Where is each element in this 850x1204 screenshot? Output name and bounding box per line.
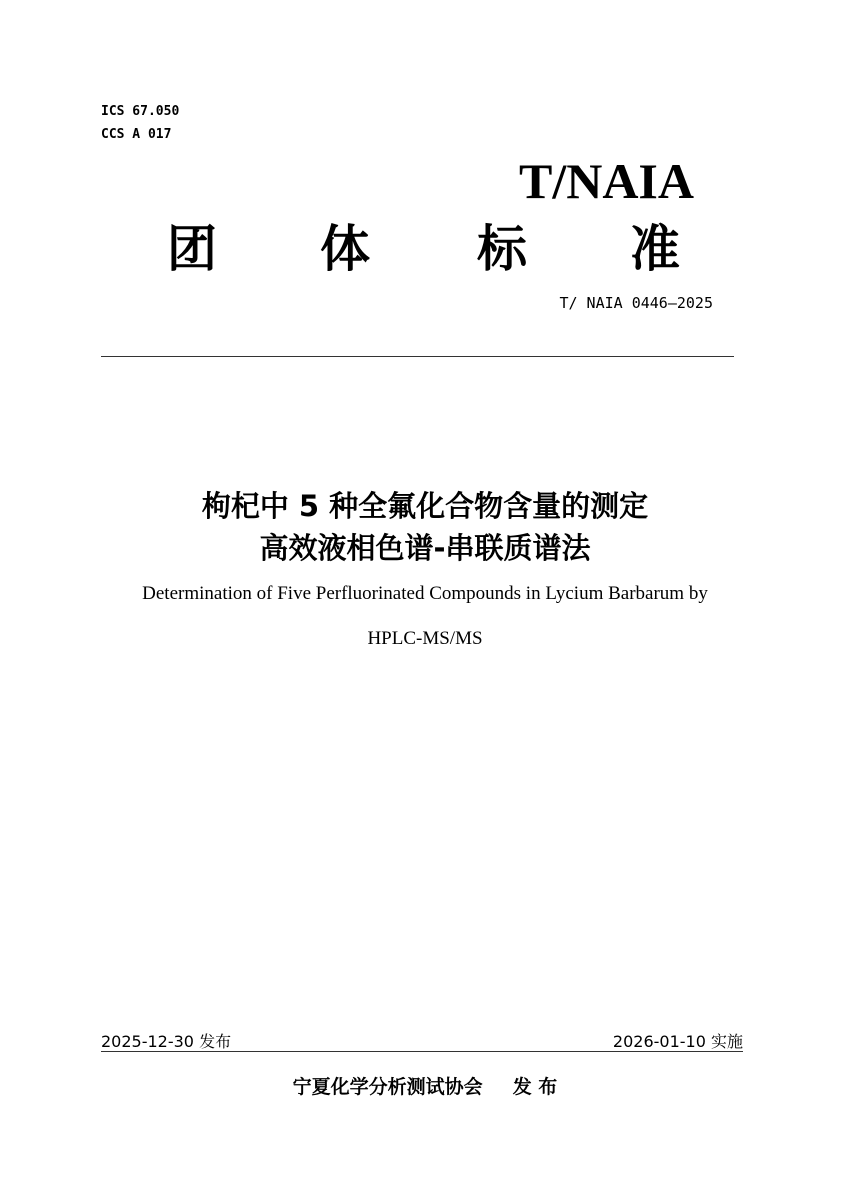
ics-code: ICS 67.050 [101,104,180,119]
standard-number: T/ NAIA 0446—2025 [559,294,713,312]
publisher-name: 宁夏化学分析测试协会 [292,1076,483,1098]
title-en-line1: Determination of Five Perfluorinated Compounds in Lycium Barbarum by [142,583,708,604]
header-divider [101,356,734,357]
publish-label: 发 布 [512,1076,558,1098]
standard-type-char: 准 [630,220,680,278]
title-en-line2: HPLC-MS/MS [367,628,483,649]
title-zh-line1: 枸杞中 5 种全氟化合物含量的测定 [201,489,649,523]
publisher-line [0,1074,850,1100]
implement-date: 2026-01-10 实施 [612,1032,743,1051]
footer-divider [101,1051,743,1052]
standard-type-char: 团 [167,220,217,278]
standard-type-char: 标 [477,220,527,278]
standard-type-char: 体 [320,220,370,278]
ccs-code: CCS A 017 [101,127,172,142]
title-zh-line2: 高效液相色谱-串联质谱法 [259,531,591,565]
org-code: T/NAIA [518,153,694,209]
issue-date: 2025-12-30 发布 [101,1032,232,1051]
